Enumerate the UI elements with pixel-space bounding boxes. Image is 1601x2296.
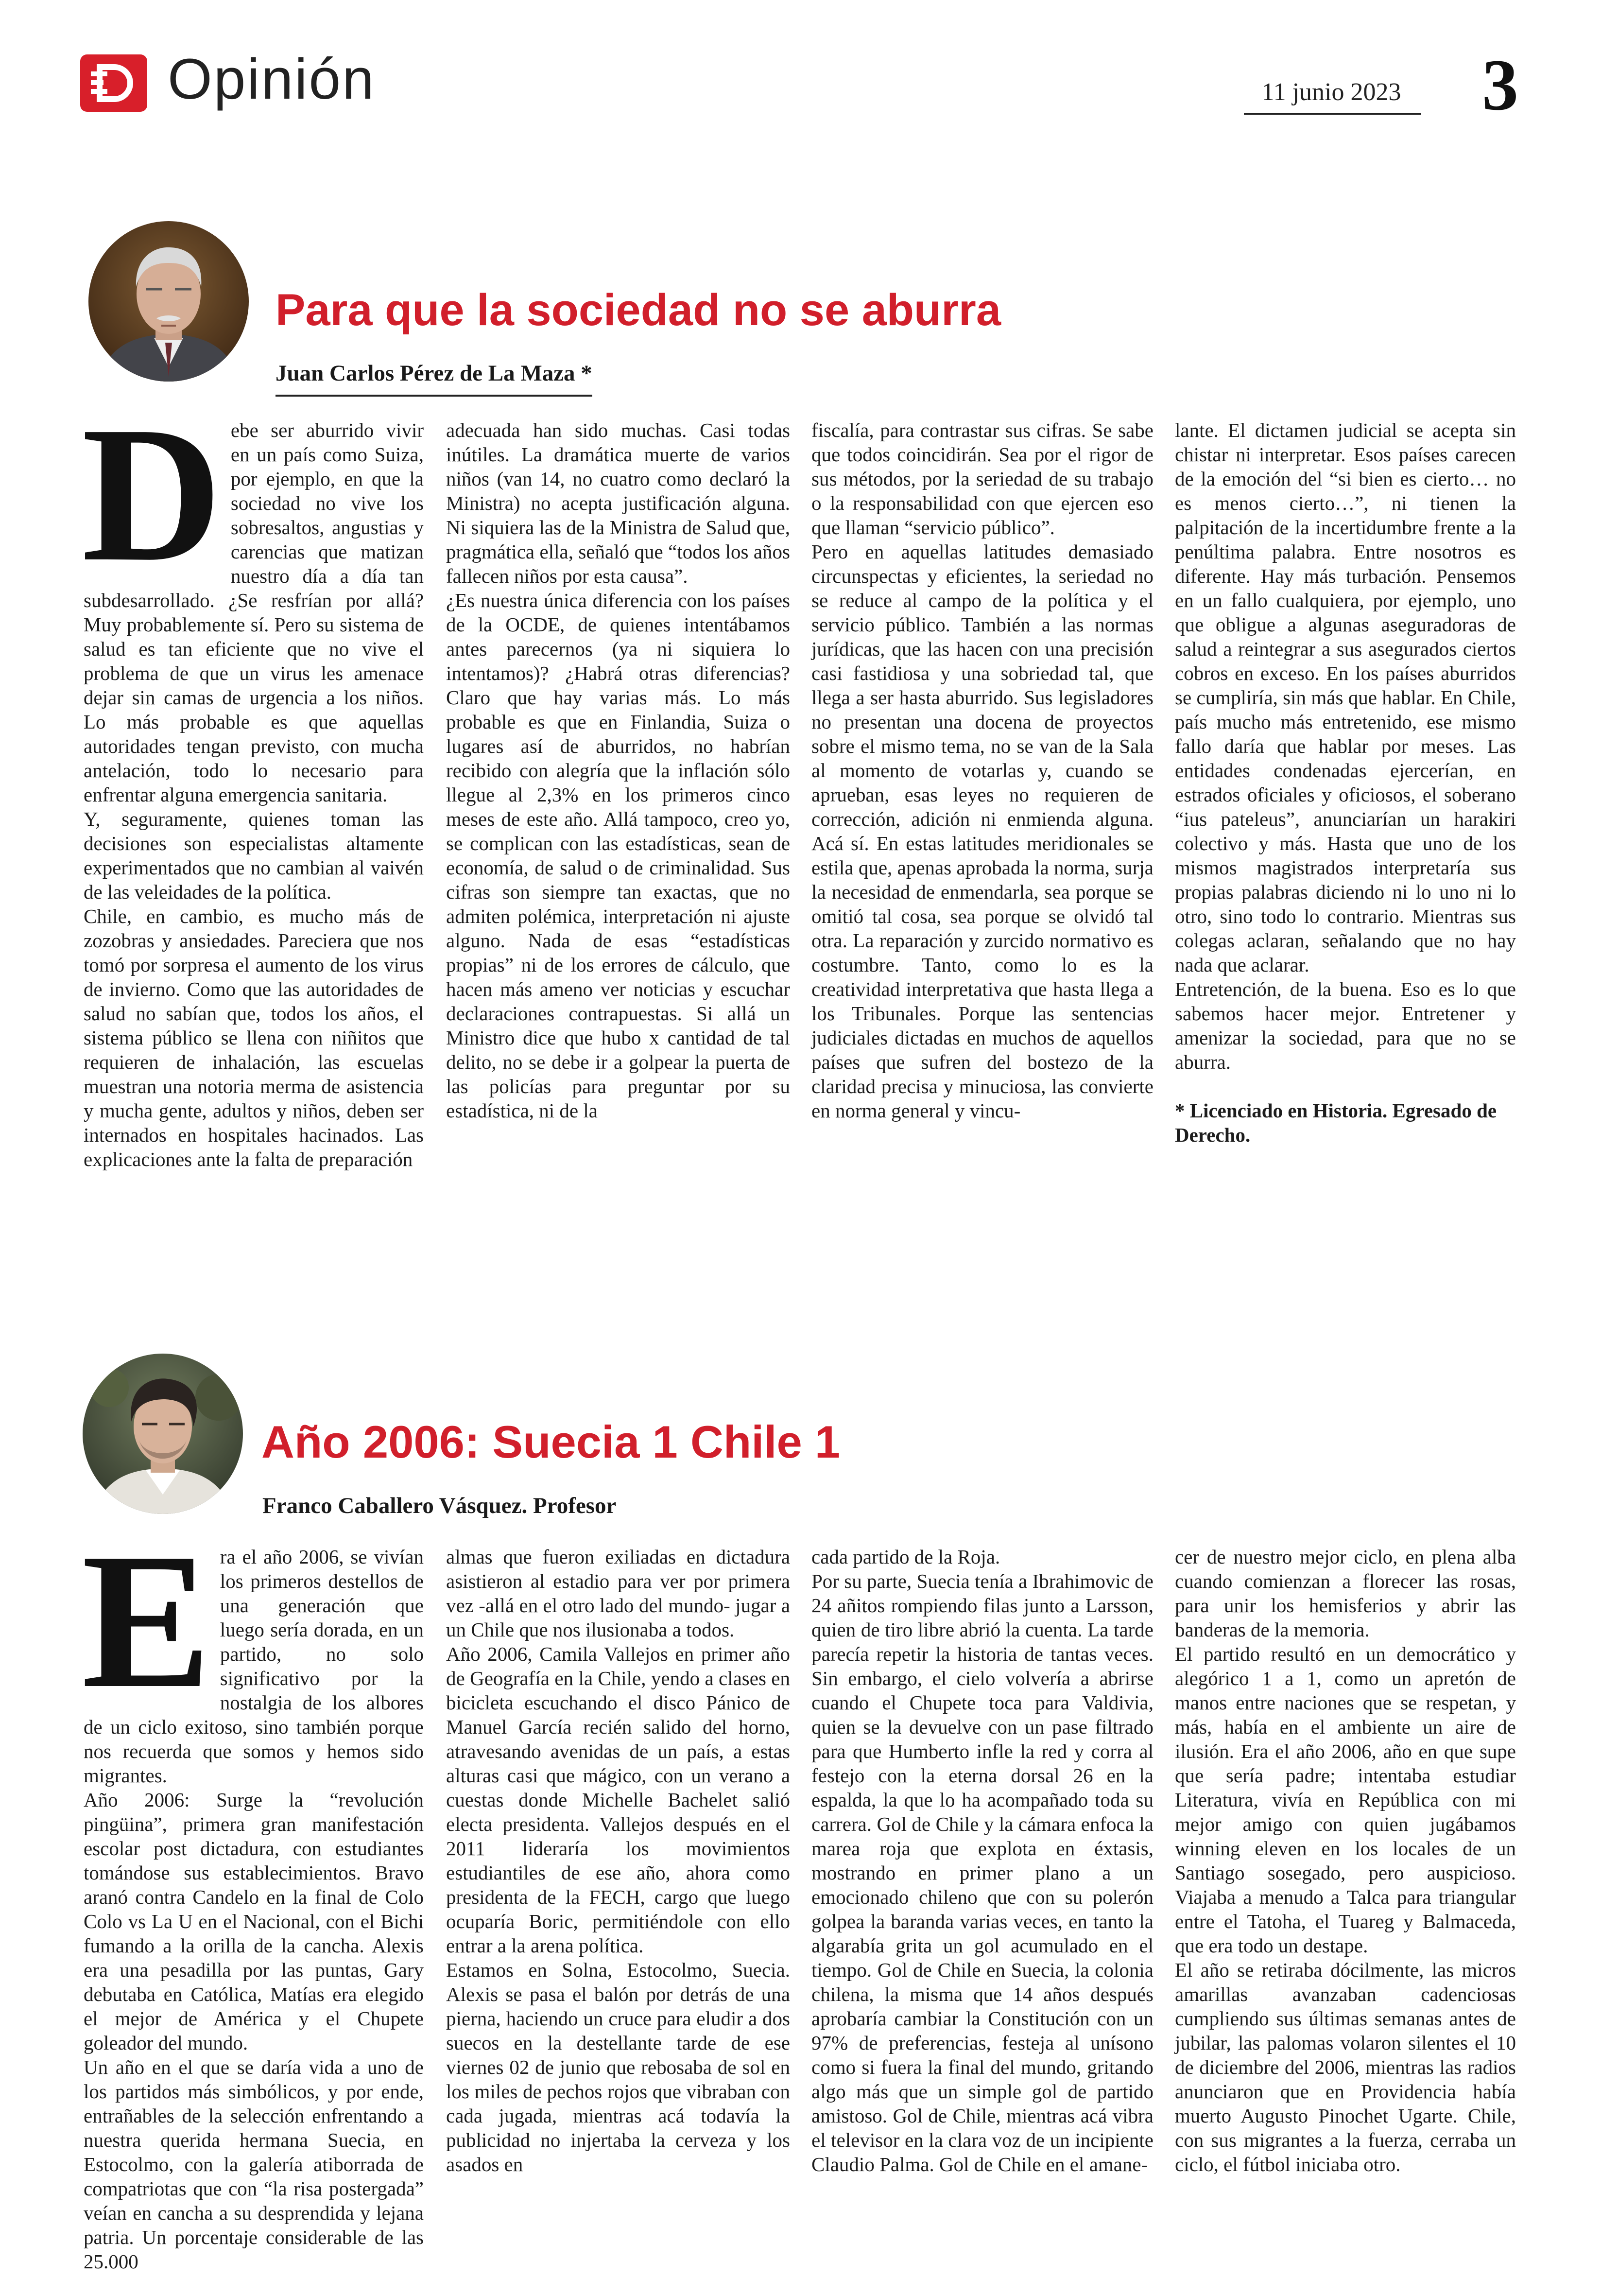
paragraph: El partido resultó en un democrático y alegórico 1 a 1, como un apretón de manos entre naciones que se respetan, y más, había en el ambiente un aire de ilusión. Era el año 2006, año en que supe que sería padre; intentaba estudiar Literatura, vivía en República con mi mejor amigo con quien jugábamos winning eleven en los locales de un Santiago sosegado, pero auspicioso. Viajaba a menudo a Talca para triangular entre el Tatoha, el Tuareg y Balmaceda, que era todo un destape. [1175,1643,1516,1957]
article2-column-4 [1175,1545,1516,2176]
article1-column-2 [446,418,790,1123]
author-photo-older-man [88,221,249,382]
paragraph: cer de nuestro mejor ciclo, en plena alba cuando comienzan a florecer las rosas, para unir los hemisferios y abrir las banderas de la memoria. [1175,1546,1516,1641]
paragraph: lante. El dictamen judicial se acepta sin chistar ni interpretar. Esos países carecen de la emoción del “si bien es cierto… no es menos cierto…”, ni tienen la palpitación de la incertidumbre frente a la penúltima palabra. Entre nosotros es diferente. Hay más turbación. Pensemos en un fallo cualquiera, por ejemplo, uno que obligue a algunas aseguradoras de salud a reintegrar a sus asegurados ciertos cobros en exceso. En los países aburridos se cumpliría, sin más que hablar. En Chile, país mucho más entretenido, ese mismo fallo daría que hablar por meses. Las entidades condenadas ejercerían, en estrados oficiales y oficiosos, el soberano “ius pateleus”, anunciarían un harakiri colectivo y más. Hasta que uno de los mismos magistrados interpretaría sus propias palabras diciendo ni lo uno ni lo otro, sino todo lo contrario. Mientras sus colegas aclaran, señalando que no hay nada que aclarar. [1175,419,1516,976]
page-number: 3 [1482,45,1518,125]
article1-column-4 [1175,418,1516,1147]
paragraph: Año 2006: Surge la “revolución pingüina”, primera gran manifestación escolar post dictadura, con estudiantes tomándose sus establecimientos. Bravo aranó contra Candelo en la final de Colo Colo vs La U en el Nacional, con el Bichi fumando a la orilla de la cancha. Alexis era una pesadilla por las puntas, Gary debutaba en Católica, Matías era elegido el mejor de América y el Chupete goleador del mundo. [84,1789,424,2054]
article1-byline: Juan Carlos Pérez de La Maza * [275,360,592,397]
paragraph: ra el año 2006, se vivían los primeros destellos de una generación que luego sería dorada, en un partido, no solo significativo por la nostalgia de los albores de un ciclo exitoso, sino también porque nos recuerda que somos y hemos sido migrantes. [84,1546,424,1787]
article1-title: Para que la sociedad no se aburra [275,285,1001,335]
drop-cap-d: D [82,386,222,602]
paragraph: ebe ser aburrido vivir en un país como Suiza, por ejemplo, en que la sociedad no vive los sobresaltos, angustias y carencias que matizan nuestro día a día tan subdesarrollado. ¿Se resfrían por allá? Muy probablemente sí. Pero su sistema de salud es tan eficiente que no vive el problema de que un virus les amenace dejar sin camas de urgencia a los niños. Lo más probable es que aquellas autoridades tengan previsto, con mucha antelación, todo lo necesario para enfrentar alguna emergencia sanitaria. [84,419,424,806]
paragraph: ¿Es nuestra única diferencia con los países de la OCDE, de quienes intentábamos antes parecernos (ya ni siquiera lo intentamos)? ¿Habrá otras diferencias? Claro que hay varias más. Lo más probable es que en Finlandia, Suiza o lugares así de aburridos, no habrían recibido con alegría que la inflación sólo llegue al 2,3% en los primeros cinco meses de este año. Allá tampoco, creo yo, se complican con las estadísticas, sean de economía, de salud o de criminalidad. Sus cifras son siempre tan exactas, que no admiten polémica, interpretación ni ajuste alguno. Nada de esas “estadísticas propias” ni de los errores de cálculo, que hacen más ameno ver noticias y escuchar declaraciones contrapuestas. Si allá un Ministro dice que hubo x cantidad de tal delito, no se debe ir a golpear la puerta de las policías para preguntar por su estadística, ni de la [446,589,790,1122]
paragraph: Pero en aquellas latitudes demasiado circunspectas y eficientes, la seriedad no se reduce al campo de la política y el servicio público. También a las normas jurídicas, que las hacen con una precisión casi fastidiosa y una sobriedad tal, que llega a ser hasta aburrido. Sus legisladores no presentan una docena de proyectos sobre el mismo tema, no se van de la Sala al momento de votarlas y, cuando se aprueban, esas leyes no requieren de corrección, adición ni enmienda alguna. Acá sí. En estas latitudes meridionales se estila que, apenas aprobada la norma, surja la necesidad de enmendarla, sea porque se omitió tal cosa, sea porque se olvidó tal otra. La reparación y zurcido normativo es costumbre. Tanto, como lo es la creatividad interpretativa que hasta llega a los Tribunales. Porque las sentencias judiciales dictadas en muchos de aquellos países que sufren del bostezo de la claridad precisa y minuciosa, las convierte en norma general y vincu- [811,540,1153,1122]
article2-title: Año 2006: Suecia 1 Chile 1 [261,1416,841,1467]
date-divider [1244,113,1421,115]
article1-column-1 [82,386,424,1171]
article2-byline: Franco Caballero Vásquez. Profesor [262,1493,617,1518]
article1-column-3 [811,418,1153,1123]
paragraph: almas que fueron exiliadas en dictadura asistieron al estadio para ver por primera vez -allá en el otro lado del mundo- jugar a un Chile que nos ilusionaba a todos. [446,1546,790,1641]
paragraph: Año 2006, Camila Vallejos en primer año de Geografía en la Chile, yendo a clases en bicicleta escuchando el disco Pánico de Manuel García recién salido del horno, atravesando avenidas de un país, a estas alturas casi que mágico, con un verano a cuestas donde Michelle Bachelet salió electa presidenta. Vallejos después en el 2011 lideraría los movimientos estudiantiles de ese año, ahora como presidenta de la FECH, cargo que luego ocuparía Boric, permitiéndole con ello entrar a la arena política. [446,1643,790,1957]
paragraph: Chile, en cambio, es mucho más de zozobras y ansiedades. Pareciera que nos tomó por sorpresa el aumento de los virus de invierno. Como que las autoridades de salud no sabían que, todos los años, el sistema público se llena con niñitos que requieren de inhalación, las escuelas muestran una notoria merma de asistencia y mucha gente, adultos y niños, deben ser internados en hospitales hacinados. Las explicaciones ante la falta de preparación [84,905,424,1170]
section-title: Opinión [168,47,376,111]
author-note: * Licenciado en Historia. Egresado de Derecho. [1175,1099,1497,1146]
article2-column-1 [82,1513,424,2274]
paragraph: Estamos en Solna, Estocolmo, Suecia. Alexis se pasa el balón por detrás de una pierna, haciendo un cruce para eludir a dos suecos en la destellante tarde de ese viernes 02 de junio que rebosaba de sol en los miles de pechos rojos que vibraban con cada jugada, mientras acá todavía la publicidad no injertaba la cerveza y los asados en [446,1959,790,2175]
author-photo-young-man [83,1354,243,1514]
drop-cap-e: E [82,1513,211,1728]
paragraph: Un año en el que se daría vida a uno de los partidos más simbólicos, y por ende, entrañables de la selección enfrentando a nuestra querida hermana Suecia, en Estocolmo, con la galería atiborrada de compatriotas que con “la risa postergada” veían en cancha a su desprendida y lejana patria. Un porcentaje considerable de las 25.000 [84,2056,424,2273]
paragraph: cada partido de la Roja. [811,1546,1000,1568]
paragraph: adecuada han sido muchas. Casi todas inútiles. La dramática muerte de varios niños (van 14, no cuatro como declaró la Ministra) no acepta justificación alguna. Ni siquiera las de la Ministra de Salud que, pragmática ella, señaló que “todos los años fallecen niños por esta causa”. [446,419,790,587]
paragraph: fiscalía, para contrastar sus cifras. Se sabe que todos coincidirán. Sea por el rigor de sus métodos, por la seriedad de su trabajo o la responsabilidad con que ejercen eso que llaman “servicio público”. [811,419,1153,539]
article2-column-3 [811,1545,1153,2176]
paragraph: El año se retiraba dócilmente, las micros amarillas avanzaban cadenciosas cumpliendo sus últimas semanas antes de jubilar, las palomas volaron silentes el 10 de diciembre del 2006, mientras las radios anunciaron que en Providencia había muerto Augusto Pinochet Ugarte. Chile, con sus migrantes a la fuerza, cerraba un ciclo, el fútbol iniciaba otro. [1175,1959,1516,2175]
issue-date: 11 junio 2023 [1261,78,1401,106]
paragraph: Y, seguramente, quienes toman las decisiones son especialistas altamente experimentados que no cambian al vaivén de las veleidades de la política. [84,808,424,903]
newspaper-logo-icon [80,54,147,112]
paragraph: Entretención, de la buena. Eso es lo que sabemos hacer mejor. Entretener y amenizar la sociedad, para que no se aburra. [1175,978,1516,1073]
paragraph: Por su parte, Suecia tenía a Ibrahimovic de 24 añitos rompiendo filas junto a Larsson, quien de tiro libre abrió la cuenta. La tarde parecía repetir la historia de tantas veces. Sin embargo, el cielo volvería a abrirse cuando el Chupete toca para Valdivia, quien se la devuelve con un pase filtrado para que Humberto infle la red y corra al festejo con la eterna dorsal 26 en la espalda, la que lo ha acompañado toda su carrera. Gol de Chile y la cámara enfoca la marea roja que explota en éxtasis, mostrando en primer plano a un emocionado chileno que con su polerón golpea la baranda varias veces, en tanto la algarabía grita un gol acumulado en el tiempo. Gol de Chile en Suecia, la colonia chilena, la misma que 14 años después aprobaría cambiar la Constitución con un 97% de preferencias, festeja al unísono como si fuera la final del mundo, gritando algo más que un simple gol de partido amistoso. Gol de Chile, mientras acá vibra el televisor en la clara voz de un incipiente Claudio Palma. Gol de Chile en el amane- [811,1570,1153,2175]
article2-column-2 [446,1545,790,2176]
